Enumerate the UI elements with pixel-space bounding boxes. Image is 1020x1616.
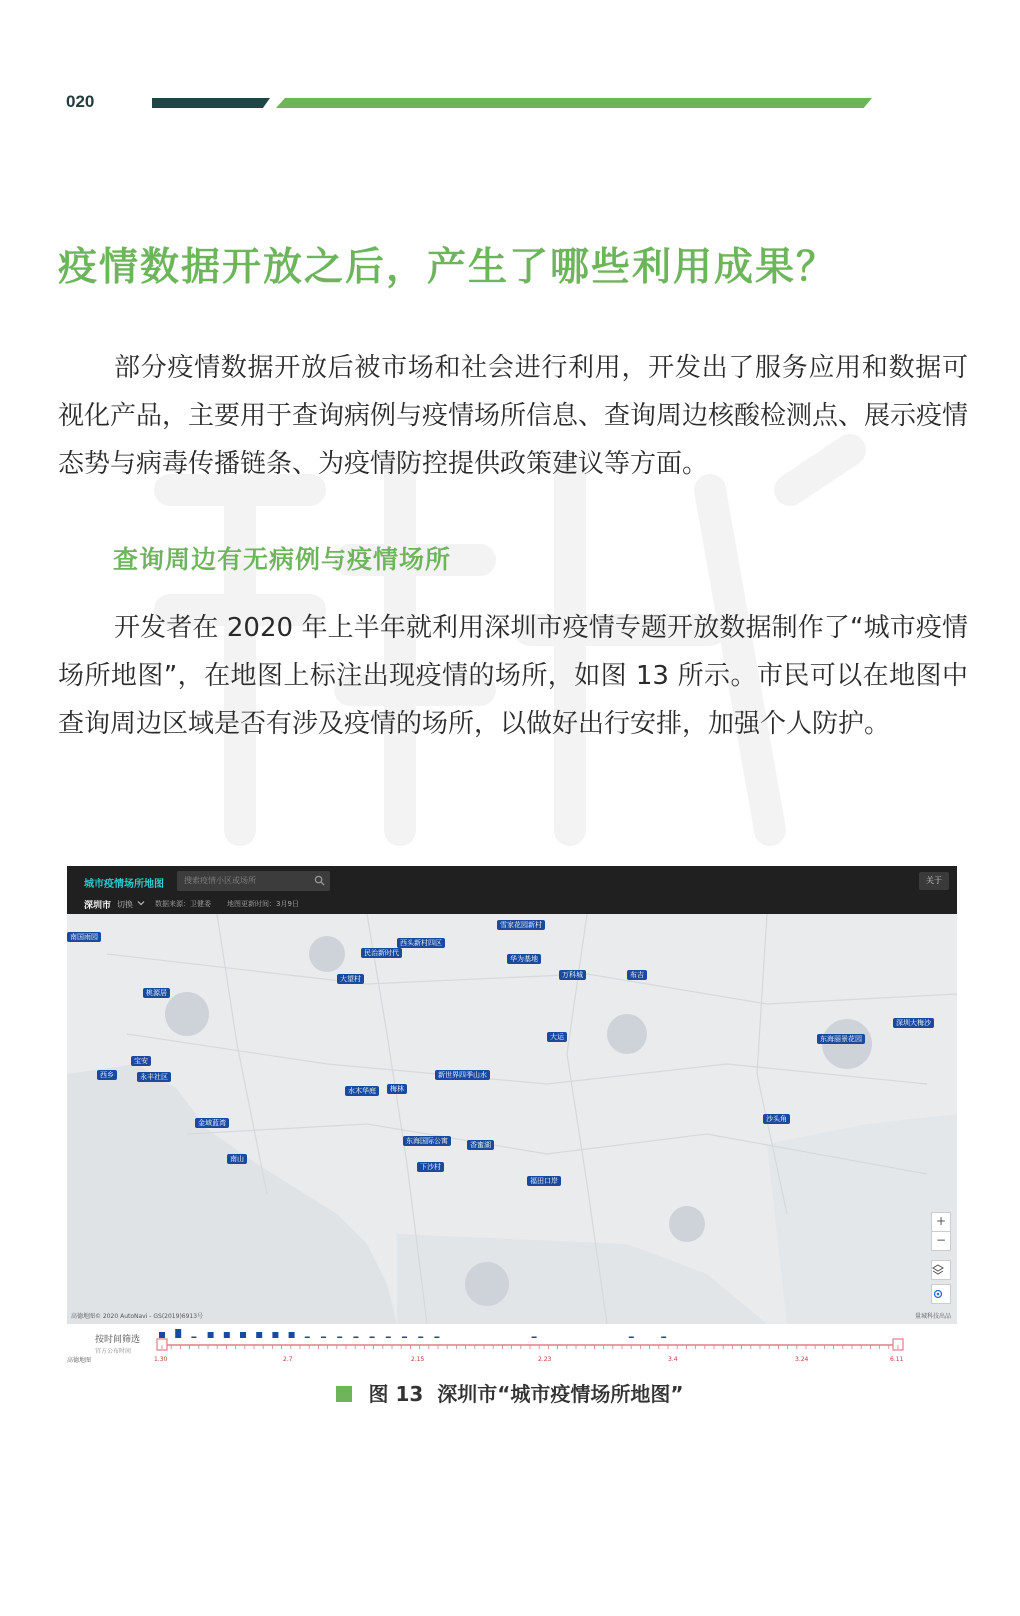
- map-marker[interactable]: 沙头角: [763, 1114, 790, 1124]
- map-marker[interactable]: 福田口岸: [527, 1176, 561, 1186]
- timeline-bar: [370, 1337, 375, 1339]
- timeline-bar: [208, 1332, 214, 1338]
- time-filter[interactable]: [67, 1324, 957, 1371]
- caption-number: 图 13: [368, 1382, 424, 1406]
- timeline-bar: [353, 1337, 358, 1339]
- zoom-in-button[interactable]: +: [931, 1212, 951, 1232]
- timeline-bar: [305, 1337, 310, 1339]
- zoom-out-button[interactable]: −: [931, 1231, 951, 1251]
- paragraph-1: 部分疫情数据开放后被市场和社会进行利用，开发出了服务应用和数据可视化产品，主要用于查询病例与疫情场所信息、查询周边核酸检测点、展示疫情态势与病毒传播链条、为疫情防控提供政策建议等方面。: [58, 353, 969, 479]
- map-marker[interactable]: 深圳大梅沙: [893, 1018, 934, 1028]
- map-marker[interactable]: 香蜜湖: [467, 1140, 494, 1150]
- timeline-bar: [240, 1332, 246, 1338]
- map-marker[interactable]: 永丰社区: [137, 1072, 171, 1082]
- map-marker[interactable]: 布吉: [627, 970, 647, 980]
- map-marker[interactable]: 大运: [547, 1032, 567, 1042]
- map-marker[interactable]: 西头新村四区: [397, 938, 445, 948]
- city-switch[interactable]: 切换: [117, 900, 133, 909]
- time-filter-label: 按时间筛选: [95, 1335, 141, 1345]
- figure-map-screenshot: [67, 866, 957, 1371]
- caption-text: 深圳市“城市疫情场所地图”: [437, 1382, 684, 1406]
- figure-caption: [0, 1378, 1020, 1407]
- map-marker[interactable]: 梅林: [387, 1084, 407, 1094]
- map-marker[interactable]: 西乡: [97, 1070, 117, 1080]
- map-marker[interactable]: 宝安: [131, 1056, 151, 1066]
- city-name: 深圳市: [84, 901, 112, 911]
- map-marker[interactable]: 东海国际公寓: [403, 1136, 451, 1146]
- map-marker[interactable]: 万科城: [559, 970, 586, 980]
- map-marker[interactable]: 东海丽景花园: [817, 1034, 865, 1044]
- map-marker[interactable]: 新世界四季山水: [435, 1070, 490, 1080]
- map-copyright: 高德地图© 2020 AutoNavi - GS(2019)6913号: [71, 1313, 204, 1320]
- map-marker[interactable]: 华为基地: [507, 954, 541, 964]
- map-marker[interactable]: 南山: [227, 1154, 247, 1164]
- timeline-bar: [434, 1337, 439, 1339]
- timeline-bar: [402, 1337, 407, 1339]
- timeline-bar: [224, 1332, 230, 1338]
- header-bar-dark: [152, 98, 270, 108]
- map-marker[interactable]: 雪家花园新村: [497, 920, 545, 930]
- timeline-histogram[interactable]: [67, 1324, 957, 1371]
- app-title: 城市疫情场所地图: [84, 879, 164, 890]
- timeline-bar: [629, 1337, 634, 1339]
- timeline-bar: [289, 1332, 295, 1338]
- timeline-bar: [337, 1337, 342, 1339]
- paragraph-2: 开发者在 2020 年上半年就利用深圳市疫情专题开放数据制作了“城市疫情场所地图”，在地图上标注出现疫情的场所，如图 13 所示。市民可以在地图中查询周边区域是否有涉及疫情的场所，以做好出行安排，加强个人防护。: [58, 613, 968, 739]
- section-title: 疫情数据开放之后，产生了哪些利用成果？: [58, 245, 838, 290]
- map-marker[interactable]: 大望村: [337, 974, 364, 984]
- timeline-bar: [321, 1337, 326, 1339]
- header-bar-green: [276, 98, 872, 108]
- subsection-title: 查询周边有无病例与疫情场所: [113, 545, 452, 574]
- search-placeholder: 搜索疫情小区或场所: [184, 876, 256, 885]
- timeline-bar: [191, 1337, 196, 1339]
- search-input[interactable]: [177, 871, 330, 891]
- timeline-bar: [418, 1337, 423, 1339]
- map-brand: 量城科技出品: [914, 1313, 951, 1320]
- update-time: 地图更新时间：3月9日: [227, 900, 299, 908]
- timeline-bar: [532, 1337, 537, 1339]
- timeline-tick-label: 3.24: [795, 1356, 809, 1363]
- timeline-bar: [175, 1329, 181, 1338]
- map-marker[interactable]: 民治新时代: [361, 948, 402, 958]
- locate-icon: [932, 1288, 944, 1300]
- app-top-bar: [67, 866, 957, 914]
- map-view[interactable]: [67, 914, 957, 1324]
- timeline-tick-label: 6.11: [890, 1356, 904, 1363]
- map-marker[interactable]: 金域蓝湾: [195, 1118, 229, 1128]
- timeline-tick-label: 3.4: [668, 1356, 678, 1363]
- chevron-down-icon[interactable]: [137, 899, 145, 907]
- search-icon[interactable]: [314, 875, 325, 886]
- about-button[interactable]: 关于: [919, 872, 949, 890]
- timeline-tick-label: 2.23: [538, 1356, 552, 1363]
- amap-logo: 高德地图: [67, 1357, 92, 1364]
- map-marker[interactable]: 下沙村: [417, 1162, 444, 1172]
- timeline-bar: [661, 1337, 666, 1339]
- layers-icon: [932, 1264, 944, 1276]
- map-marker[interactable]: 桃源居: [143, 988, 170, 998]
- timeline-tick-label: 1.30: [154, 1356, 168, 1363]
- map-marker[interactable]: 水木华庭: [345, 1086, 379, 1096]
- locate-button[interactable]: [931, 1284, 951, 1304]
- time-filter-sub: 官方公布时间: [95, 1348, 132, 1355]
- timeline-bar: [159, 1332, 165, 1338]
- data-source: 数据来源：卫健委: [155, 900, 211, 908]
- timeline-tick-label: 2.15: [411, 1356, 425, 1363]
- map-marker[interactable]: 南国雨园: [67, 932, 101, 942]
- timeline-bar: [386, 1337, 391, 1339]
- timeline-bar: [256, 1332, 262, 1338]
- caption-marker: [336, 1386, 352, 1402]
- timeline-bar: [272, 1332, 278, 1338]
- page-number: 020: [66, 92, 95, 111]
- timeline-tick-label: 2.7: [283, 1356, 293, 1363]
- layers-button[interactable]: [931, 1260, 951, 1280]
